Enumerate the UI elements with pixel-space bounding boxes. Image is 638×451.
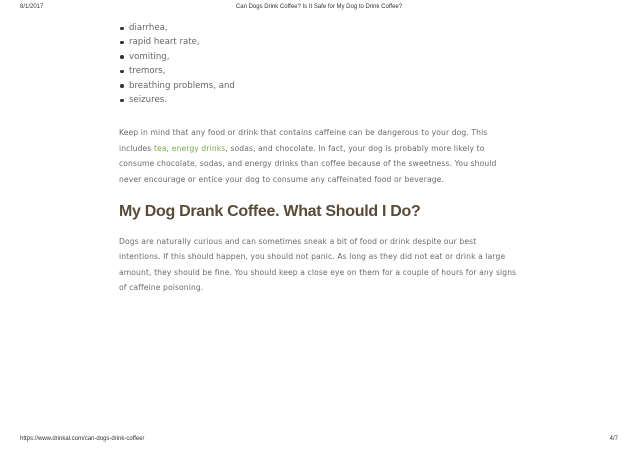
print-footer-url: https://www.drinkal.com/can-dogs-drink-coffee/ — [20, 436, 145, 442]
list-item: vomiting, — [129, 50, 519, 64]
symptom-list — [119, 21, 519, 107]
print-footer-page-number: 4/7 — [609, 436, 618, 442]
caffeine-warning-paragraph — [119, 125, 519, 187]
article-content — [119, 21, 519, 296]
section-heading: My Dog Drank Coffee. What Should I Do? — [119, 203, 421, 221]
print-header-title: Can Dogs Drink Coffee? Is It Safe for My Dog to Drink Coffee? — [235, 4, 403, 10]
list-item: breathing problems, and — [129, 79, 519, 93]
paragraph-text: , sodas, and chocolate. In fact, your dog is probably more likely to consume chocolate, sodas, and energy drinks than coffee because of the sweetness. You should never encourage or entice your dog to consume any caffeinated food or beverage. — [119, 143, 497, 184]
energy-drinks-link[interactable]: energy drinks — [171, 143, 226, 153]
paragraph-text: Keep in mind that any food or drink that contains caffeine can be dangerous to your dog. This includes — [119, 128, 488, 153]
list-item: rapid heart rate, — [129, 35, 519, 49]
paragraph-text: , — [166, 143, 172, 153]
tea-link[interactable]: tea — [153, 143, 167, 153]
what-to-do-paragraph: Dogs are naturally curious and can sometimes sneak a bit of food or drink despite our best intentions. If this should happen, you should not panic. As long as they did not eat or drink a large amount, they should be fine. You should keep a close eye on them for a couple of hours for any signs of caffeine poisoning. — [119, 237, 517, 293]
print-header-date: 8/1/2017 — [20, 4, 44, 10]
list-item: diarrhea, — [129, 21, 519, 35]
list-item: seizures. — [129, 93, 519, 107]
list-item: tremors, — [129, 64, 519, 78]
